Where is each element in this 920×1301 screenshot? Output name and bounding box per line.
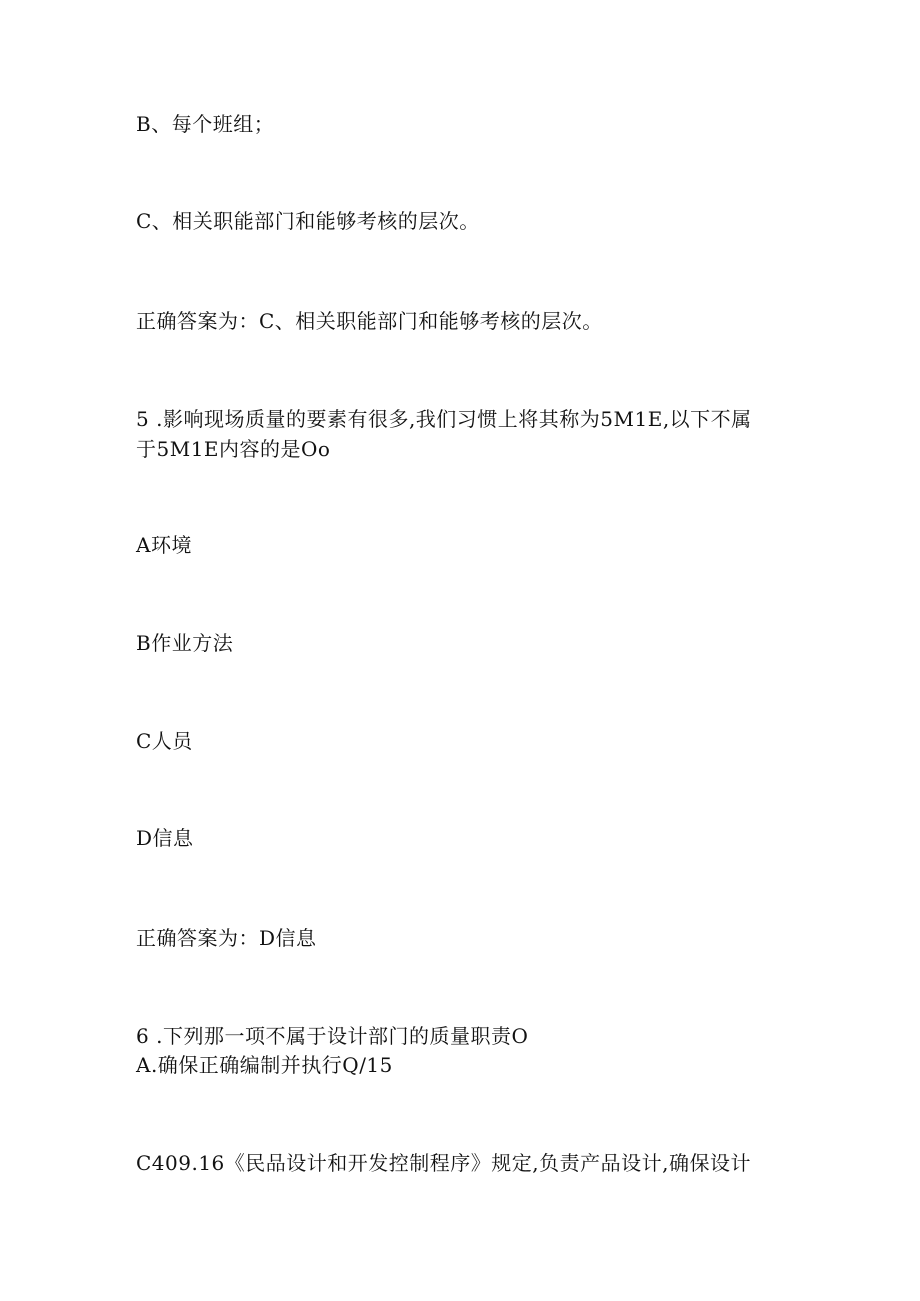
option-b-line: B作业方法	[136, 631, 234, 655]
question-5-line-2: 于5M1E内容的是Oo	[136, 437, 331, 461]
option-c-line: C409.16《民品设计和开发控制程序》规定,负责产品设计,确保设计	[136, 1151, 751, 1175]
option-c-line: C、相关职能部门和能够考核的层次。	[136, 209, 480, 233]
answer-line: 正确答案为：C、相关职能部门和能够考核的层次。	[136, 309, 603, 333]
question-5-line-1: 5 .影响现场质量的要素有很多,我们习惯上将其称为5M1E,以下不属	[136, 407, 752, 431]
option-a-line: A.确保正确编制并执行Q/15	[136, 1053, 393, 1077]
option-b-line: B、每个班组；	[136, 112, 275, 136]
answer-line: 正确答案为：D信息	[136, 926, 317, 950]
option-c-line: C人员	[136, 729, 193, 753]
option-a-line: A环境	[136, 533, 192, 557]
option-d-line: D信息	[136, 826, 194, 850]
question-6-line: 6 .下列那一项不属于设计部门的质量职责O	[136, 1024, 529, 1048]
